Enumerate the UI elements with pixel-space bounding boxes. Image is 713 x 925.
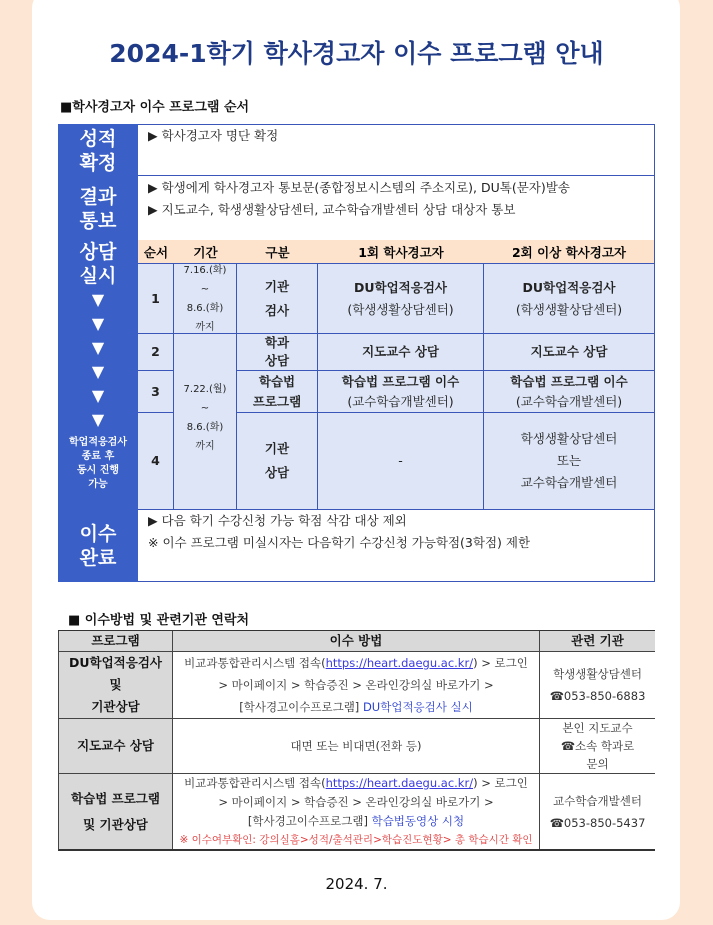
text: 학습법 프로그램: [71, 790, 160, 806]
step-grade-label: [58, 126, 138, 176]
first-3: [318, 371, 484, 413]
step-notify-content: [138, 177, 654, 240]
text: > 마이페이지 > 학습증진 > 온라인강의실 바로가기 >: [218, 794, 494, 809]
text: [학사경고이수프로그램]: [247, 813, 372, 828]
label: 결과: [79, 186, 117, 208]
text: 상담: [264, 465, 290, 480]
note: 학업적응검사: [69, 437, 127, 448]
program-2: 지도교수 상담: [59, 719, 173, 774]
text: 학생생활상담센터: [520, 431, 618, 446]
step-notify-label: [58, 180, 138, 238]
text: [학사경고이수프로그램]: [239, 700, 363, 714]
text: 비교과통합관리시스템 접속(: [184, 656, 326, 670]
order-4: 4: [138, 413, 174, 510]
text: ※ 이수 프로그램 미실시자는 다음학기 수강신청 가능학점(3학점) 제한: [148, 535, 531, 550]
order-1: 1: [138, 264, 174, 334]
step-complete-label: [58, 518, 138, 574]
text: [239, 696, 473, 718]
text: ▶ 학사경고자 명단 확정: [148, 128, 279, 143]
text: (교수학습개발센터): [347, 393, 454, 409]
step-complete-content: [138, 510, 654, 581]
text: 7.16.(화): [183, 264, 227, 276]
method-1: [173, 652, 540, 719]
text: 학생생활상담센터: [553, 667, 642, 681]
text: 및 기관상담: [83, 816, 148, 832]
text: 프로그램: [252, 393, 302, 409]
second-1: [484, 264, 654, 334]
text: (교수학습개발센터): [515, 393, 623, 409]
text: ▶ 지도교수, 학생생활상담센터, 교수학습개발센터 상담 대상자 통보: [148, 202, 516, 217]
type-4: [237, 413, 318, 510]
first-1: [318, 264, 484, 334]
arrow-down-icon: ▼: [91, 290, 105, 309]
text: 기관: [264, 278, 290, 294]
header-method: 이수 방법: [173, 631, 540, 652]
text: 7.22.(월): [183, 384, 227, 395]
text: 까지: [195, 441, 215, 452]
org-2: [540, 719, 655, 774]
text: ▶ 다음 학기 수강신청 가능 학점 삭감 대상 제외: [148, 513, 407, 528]
phone: ☎053-850-6883: [549, 689, 646, 703]
text: (학생생활상담센터): [515, 301, 623, 317]
text: ) > 로그인: [473, 775, 528, 790]
period-1: [174, 264, 237, 334]
label: 확정: [79, 152, 117, 174]
text: ▶ 학생에게 학사경고자 통보문(종합정보시스템의 주소지로), DU톡(문자)발송: [148, 180, 570, 195]
text: [184, 774, 528, 793]
text: 8.6.(화): [186, 422, 224, 433]
text: 및: [109, 677, 122, 692]
arrow-down-icon: ▼: [91, 314, 105, 333]
program-1: [59, 652, 173, 719]
heart-link[interactable]: https://heart.daegu.ac.kr/: [325, 656, 474, 670]
label: 완료: [79, 547, 117, 569]
header-type: 구분: [237, 240, 318, 264]
text: DU학업적응검사: [69, 655, 162, 670]
header-period: 기간: [174, 240, 237, 264]
text: 검사: [264, 302, 290, 318]
text: ) > 로그인: [473, 656, 528, 670]
text: 학습법: [258, 373, 296, 389]
phone: ☎053-850-5437: [549, 815, 646, 830]
page-title: 2024-1학기 학사경고자 이수 프로그램 안내: [109, 39, 604, 68]
order-3: 3: [138, 371, 174, 413]
text: [248, 812, 464, 831]
text: 기관상담: [91, 699, 140, 714]
method-2: 대면 또는 비대면(전화 등): [173, 719, 540, 774]
text: 기관: [264, 441, 290, 456]
org-1: [540, 652, 655, 719]
text: 까지: [195, 321, 215, 333]
note: ※ 이수여부확인: 강의실홈>성적/출석관리>학습진도현황> 총 학습시간 확인: [179, 833, 533, 846]
text: DU학업적응검사: [354, 279, 447, 295]
text: 학과: [264, 335, 290, 350]
second-2: 지도교수 상담: [484, 334, 654, 371]
second-4: [484, 413, 654, 510]
arrow-down-icon: ▼: [91, 386, 105, 405]
note: 종료 후: [81, 451, 115, 462]
text: 또는: [556, 453, 582, 468]
label: 이수: [79, 523, 117, 545]
text: 학습법 프로그램 이수: [341, 373, 460, 389]
heart-link[interactable]: https://heart.daegu.ac.kr/: [325, 775, 474, 790]
type-3: [237, 371, 318, 413]
text: (학생생활상담센터): [347, 301, 454, 317]
type-1: [237, 264, 318, 334]
arrow-down-icon: ▼: [91, 362, 105, 381]
second-3: [484, 371, 654, 413]
text: 상담: [264, 353, 290, 368]
step-counsel-label: [58, 240, 138, 510]
note: 동시 진행: [76, 465, 120, 476]
text: DU학업적응검사 실시: [362, 700, 473, 714]
label: 통보: [79, 210, 117, 232]
text: [184, 652, 528, 674]
label: 성적: [79, 128, 117, 150]
note: 가능: [88, 479, 108, 490]
section-heading-order: ■학사경고자 이수 프로그램 순서: [60, 100, 250, 115]
header-program: 프로그램: [59, 631, 173, 652]
program-3: [59, 774, 173, 849]
text: 학습법 프로그램 이수: [510, 373, 628, 389]
text: 문의: [586, 757, 609, 771]
text: 8.6.(화): [186, 302, 224, 314]
section-heading-method: ■ 이수방법 및 관련기관 연락처: [68, 613, 250, 628]
footer-date: 2024. 7.: [325, 875, 388, 893]
text: ☎소속 학과로: [560, 739, 635, 753]
arrow-down-icon: ▼: [91, 338, 105, 357]
order-2: 2: [138, 334, 174, 371]
first-4: -: [318, 413, 484, 510]
header-second: 2회 이상 학사경고자: [484, 240, 654, 264]
step-grade-content: [138, 125, 654, 176]
header-order: 순서: [138, 240, 174, 264]
org-3: [540, 774, 655, 849]
first-2: 지도교수 상담: [318, 334, 484, 371]
text: 비교과통합관리시스템 접속(: [184, 775, 326, 790]
header-org: 관련 기관: [540, 631, 655, 652]
text: ~: [200, 403, 210, 414]
text: 본인 지도교수: [562, 721, 633, 735]
type-2: [237, 334, 318, 371]
arrow-down-icon: ▼: [91, 410, 105, 429]
label: 상담: [79, 241, 117, 263]
text: 교수학습개발센터: [553, 793, 642, 808]
text: 학습법동영상 시청: [371, 813, 465, 828]
text: DU학업적응검사: [522, 279, 616, 295]
label: 실시: [79, 265, 117, 287]
period-2: [174, 334, 237, 510]
text: 교수학습개발센터: [520, 475, 618, 490]
method-3: [173, 774, 540, 849]
text: > 마이페이지 > 학습증진 > 온라인강의실 바로가기 >: [218, 678, 494, 692]
header-first: 1회 학사경고자: [318, 240, 484, 264]
text: ~: [200, 283, 210, 295]
